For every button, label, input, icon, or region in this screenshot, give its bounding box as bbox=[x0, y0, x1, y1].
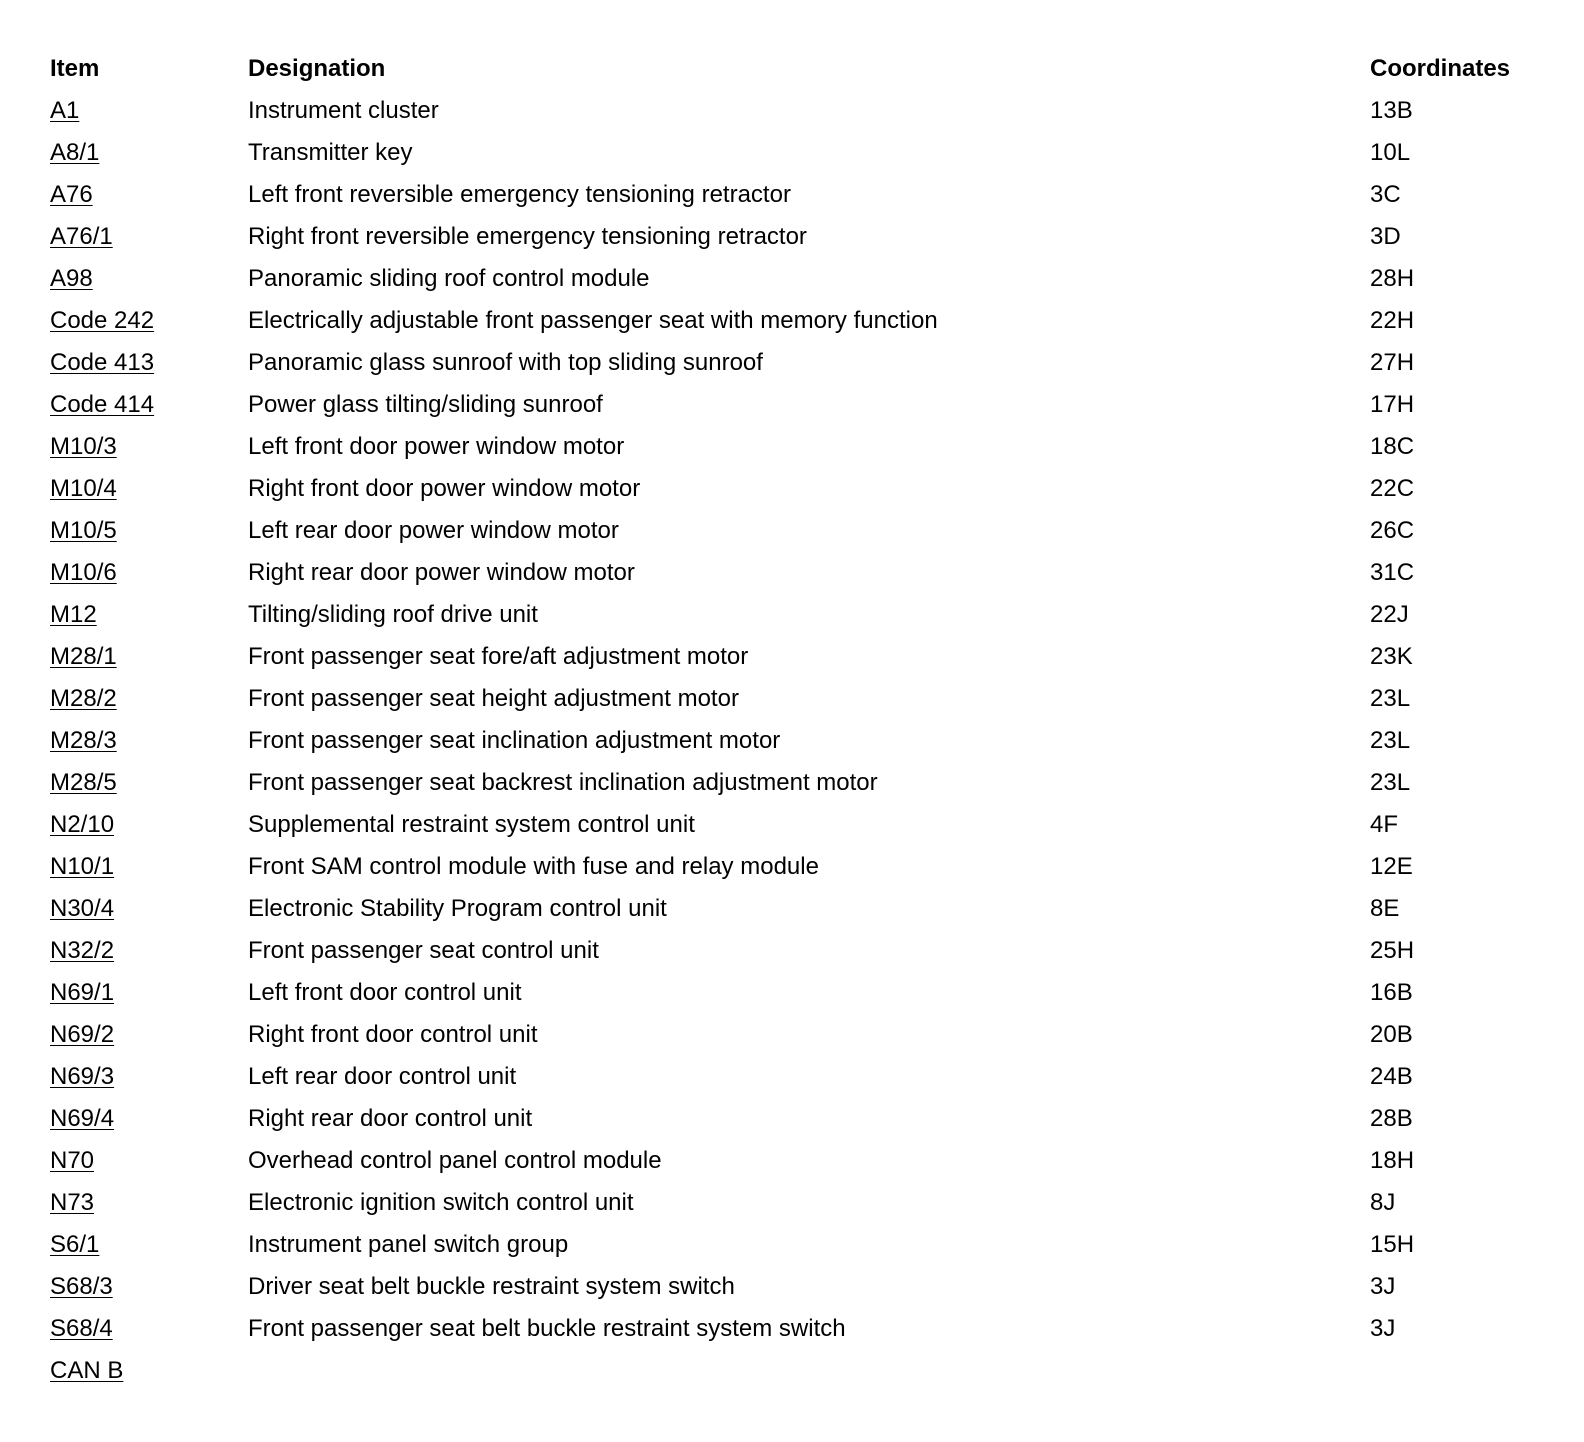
item-link[interactable]: Code 413 bbox=[50, 349, 155, 376]
item-link[interactable]: M28/3 bbox=[50, 727, 117, 754]
table-row bbox=[50, 594, 1560, 636]
item-link[interactable]: N10/1 bbox=[50, 853, 115, 880]
header-item: Item bbox=[50, 55, 100, 82]
coordinates-cell: 18C bbox=[1370, 433, 1415, 460]
table-row bbox=[50, 1056, 1560, 1098]
designation-cell: Transmitter key bbox=[248, 139, 413, 166]
item-link[interactable]: S68/3 bbox=[50, 1273, 113, 1300]
item-link[interactable]: N30/4 bbox=[50, 895, 115, 922]
table-row bbox=[50, 972, 1560, 1014]
table-row bbox=[50, 174, 1560, 216]
designation-cell: Front passenger seat belt buckle restraint system switch bbox=[248, 1315, 846, 1342]
item-link[interactable]: M28/2 bbox=[50, 685, 117, 712]
item-link[interactable]: S68/4 bbox=[50, 1315, 113, 1342]
table-row bbox=[50, 636, 1560, 678]
coordinates-cell: 28H bbox=[1370, 265, 1415, 292]
table-row bbox=[50, 258, 1560, 300]
table-row bbox=[50, 216, 1560, 258]
item-link[interactable]: N69/4 bbox=[50, 1105, 115, 1132]
coordinates-cell: 26C bbox=[1370, 517, 1415, 544]
designation-cell: Front passenger seat inclination adjustment motor bbox=[248, 727, 781, 754]
item-link[interactable]: A8/1 bbox=[50, 139, 100, 166]
table-row bbox=[50, 132, 1560, 174]
designation-cell: Instrument cluster bbox=[248, 97, 439, 124]
designation-cell: Left front door control unit bbox=[248, 979, 522, 1006]
table-row bbox=[50, 888, 1560, 930]
table-row bbox=[50, 762, 1560, 804]
designation-cell: Front passenger seat control unit bbox=[248, 937, 599, 964]
table-body bbox=[50, 90, 1560, 1392]
table-row bbox=[50, 1014, 1560, 1056]
item-link[interactable]: M10/6 bbox=[50, 559, 117, 586]
item-link[interactable]: S6/1 bbox=[50, 1231, 100, 1258]
coordinates-cell: 23L bbox=[1370, 685, 1411, 712]
item-link[interactable]: N69/3 bbox=[50, 1063, 115, 1090]
coordinates-cell: 24B bbox=[1370, 1063, 1413, 1090]
item-link[interactable]: A76 bbox=[50, 181, 93, 208]
table-row bbox=[50, 1098, 1560, 1140]
table-row bbox=[50, 1182, 1560, 1224]
coordinates-cell: 15H bbox=[1370, 1231, 1415, 1258]
designation-cell: Left rear door control unit bbox=[248, 1063, 517, 1090]
designation-cell: Left front reversible emergency tensioning retractor bbox=[248, 181, 791, 208]
item-link[interactable]: A76/1 bbox=[50, 223, 113, 250]
coordinates-cell: 18H bbox=[1370, 1147, 1415, 1174]
item-link[interactable]: N2/10 bbox=[50, 811, 115, 838]
designation-cell: Overhead control panel control module bbox=[248, 1147, 662, 1174]
item-link[interactable]: A98 bbox=[50, 265, 93, 292]
coordinates-cell: 13B bbox=[1370, 97, 1413, 124]
table-row bbox=[50, 1350, 1560, 1392]
coordinates-cell: 23K bbox=[1370, 643, 1413, 670]
legend-table bbox=[50, 48, 1560, 1392]
designation-cell: Panoramic glass sunroof with top sliding sunroof bbox=[248, 349, 763, 376]
table-row bbox=[50, 1308, 1560, 1350]
table-row bbox=[50, 720, 1560, 762]
table-row bbox=[50, 1140, 1560, 1182]
designation-cell: Panoramic sliding roof control module bbox=[248, 265, 650, 292]
header-coordinates: Coordinates bbox=[1370, 55, 1511, 82]
item-link[interactable]: M10/5 bbox=[50, 517, 117, 544]
designation-cell: Supplemental restraint system control unit bbox=[248, 811, 695, 838]
table-row bbox=[50, 510, 1560, 552]
coordinates-cell: 20B bbox=[1370, 1021, 1413, 1048]
designation-cell: Front passenger seat height adjustment motor bbox=[248, 685, 739, 712]
coordinates-cell: 3C bbox=[1370, 181, 1401, 208]
table-row bbox=[50, 1266, 1560, 1308]
item-link[interactable]: M10/4 bbox=[50, 475, 117, 502]
item-link[interactable]: A1 bbox=[50, 97, 80, 124]
designation-cell: Front passenger seat backrest inclination adjustment motor bbox=[248, 769, 878, 796]
coordinates-cell: 8J bbox=[1370, 1189, 1396, 1216]
item-link[interactable]: M10/3 bbox=[50, 433, 117, 460]
coordinates-cell: 22C bbox=[1370, 475, 1415, 502]
item-link[interactable]: N73 bbox=[50, 1189, 95, 1216]
table-row bbox=[50, 930, 1560, 972]
table-header-row bbox=[50, 48, 1560, 90]
item-link[interactable]: M12 bbox=[50, 601, 97, 628]
designation-cell: Electrically adjustable front passenger seat with memory function bbox=[248, 307, 938, 334]
coordinates-cell: 10L bbox=[1370, 139, 1411, 166]
coordinates-cell: 4F bbox=[1370, 811, 1399, 838]
table-row bbox=[50, 804, 1560, 846]
designation-cell: Left rear door power window motor bbox=[248, 517, 619, 544]
designation-cell: Right front reversible emergency tensioning retractor bbox=[248, 223, 807, 250]
table-row bbox=[50, 1224, 1560, 1266]
coordinates-cell: 3J bbox=[1370, 1273, 1396, 1300]
coordinates-cell: 3D bbox=[1370, 223, 1401, 250]
coordinates-cell: 23L bbox=[1370, 727, 1411, 754]
coordinates-cell: 31C bbox=[1370, 559, 1415, 586]
coordinates-cell: 16B bbox=[1370, 979, 1413, 1006]
table-row bbox=[50, 846, 1560, 888]
designation-cell: Electronic ignition switch control unit bbox=[248, 1189, 634, 1216]
designation-cell: Right front door power window motor bbox=[248, 475, 641, 502]
table-row bbox=[50, 468, 1560, 510]
table-row bbox=[50, 90, 1560, 132]
designation-cell: Left front door power window motor bbox=[248, 433, 625, 460]
table-row bbox=[50, 426, 1560, 468]
item-link[interactable]: M28/5 bbox=[50, 769, 117, 796]
item-link[interactable]: Code 414 bbox=[50, 391, 155, 418]
table-row bbox=[50, 552, 1560, 594]
coordinates-cell: 22H bbox=[1370, 307, 1415, 334]
item-link[interactable]: N69/1 bbox=[50, 979, 115, 1006]
table-row bbox=[50, 300, 1560, 342]
designation-cell: Right front door control unit bbox=[248, 1021, 538, 1048]
item-link[interactable]: N32/2 bbox=[50, 937, 115, 964]
item-link[interactable]: N70 bbox=[50, 1147, 95, 1174]
coordinates-cell: 27H bbox=[1370, 349, 1415, 376]
table-row bbox=[50, 678, 1560, 720]
designation-cell: Electronic Stability Program control unit bbox=[248, 895, 667, 922]
designation-cell: Instrument panel switch group bbox=[248, 1231, 569, 1258]
designation-cell: Right rear door power window motor bbox=[248, 559, 635, 586]
designation-cell: Front SAM control module with fuse and relay module bbox=[248, 853, 819, 880]
designation-cell: Driver seat belt buckle restraint system switch bbox=[248, 1273, 735, 1300]
table-row bbox=[50, 342, 1560, 384]
coordinates-cell: 23L bbox=[1370, 769, 1411, 796]
item-link[interactable]: CAN B bbox=[50, 1357, 124, 1384]
designation-cell: Tilting/sliding roof drive unit bbox=[248, 601, 538, 628]
coordinates-cell: 25H bbox=[1370, 937, 1415, 964]
designation-cell: Front passenger seat fore/aft adjustment motor bbox=[248, 643, 749, 670]
designation-cell: Right rear door control unit bbox=[248, 1105, 533, 1132]
table-row bbox=[50, 384, 1560, 426]
coordinates-cell: 12E bbox=[1370, 853, 1413, 880]
item-link[interactable]: M28/1 bbox=[50, 643, 117, 670]
item-link[interactable]: Code 242 bbox=[50, 307, 155, 334]
item-link[interactable]: N69/2 bbox=[50, 1021, 115, 1048]
coordinates-cell: 8E bbox=[1370, 895, 1400, 922]
header-designation: Designation bbox=[248, 55, 386, 82]
coordinates-cell: 17H bbox=[1370, 391, 1415, 418]
coordinates-cell: 22J bbox=[1370, 601, 1409, 628]
coordinates-cell: 3J bbox=[1370, 1315, 1396, 1342]
coordinates-cell: 28B bbox=[1370, 1105, 1413, 1132]
designation-cell: Power glass tilting/sliding sunroof bbox=[248, 391, 603, 418]
